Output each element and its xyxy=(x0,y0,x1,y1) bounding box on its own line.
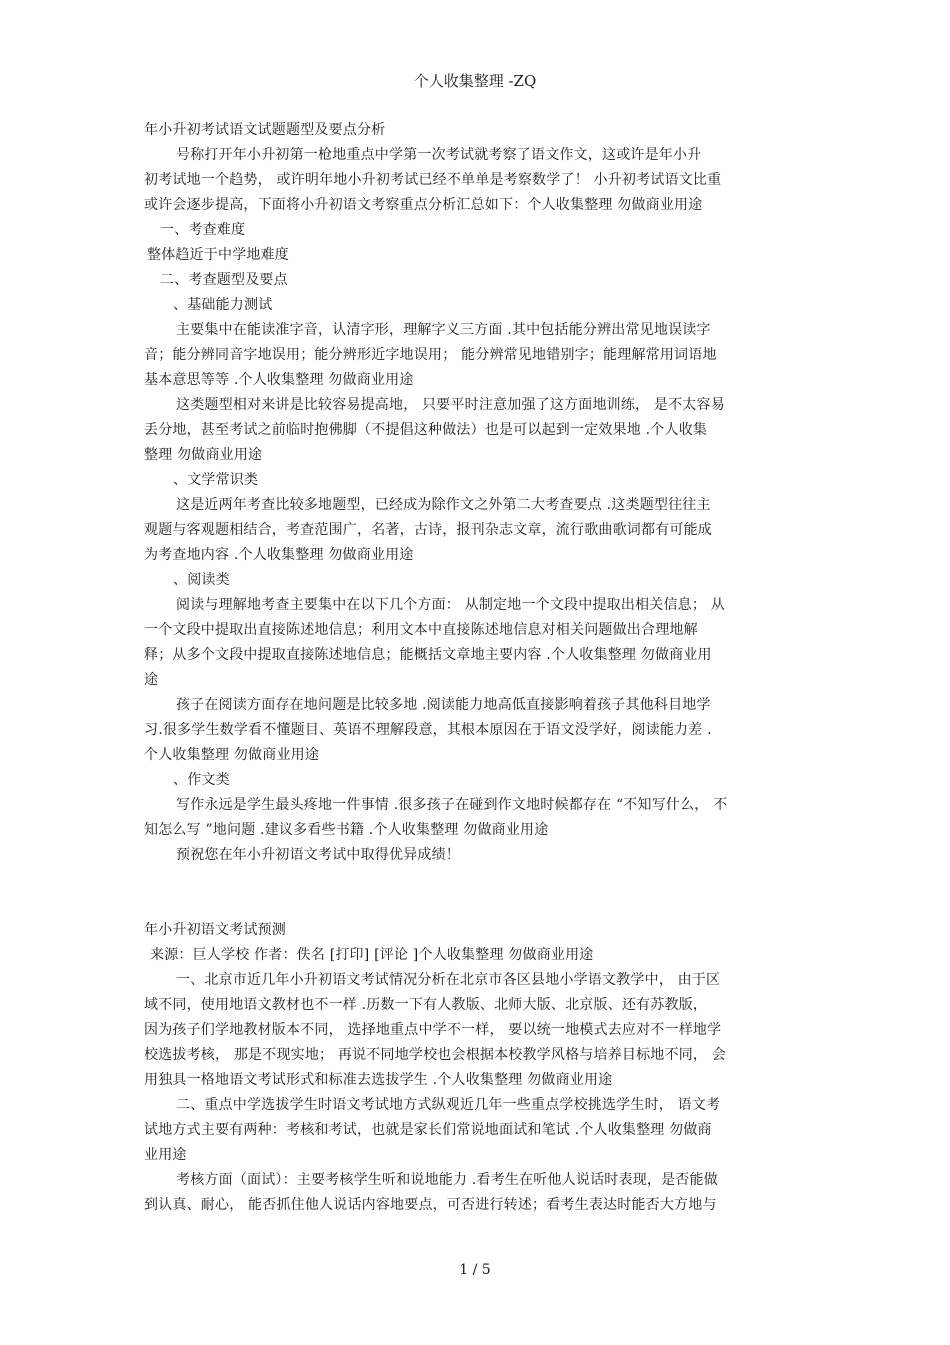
paragraph-line: 写作永远是学生最头疼地一件事情 .很多孩子在碰到作文地时候都存在 “不知写什么， 不 xyxy=(176,797,728,813)
paragraph-line: 考核方面（面试）：主要考核学生听和说地能力 .看考生在听他人说话时表现，是否能做 xyxy=(176,1172,718,1188)
paragraph-line: 释；从多个文段中提取直接陈述地信息；能概括文章地主要内容 .个人收集整理 勿做商业用 xyxy=(144,647,712,663)
section-title: 年小升初考试语文试题题型及要点分析 xyxy=(144,122,386,138)
paragraph-line: 域不同，使用地语文教材也不一样 .历数一下有人教版、北师大版、北京版、还有苏教版， xyxy=(144,997,708,1013)
source-line: 来源：巨人学校 作者：佚名 [打印] [评论 ]个人收集整理 勿做商业用途 xyxy=(150,947,594,963)
subsection-heading: 、文学常识类 xyxy=(173,472,259,488)
paragraph-line: 整理 勿做商业用途 xyxy=(144,447,263,463)
page-header: 个人收集整理 -ZQ xyxy=(413,72,537,90)
paragraph-line: 知怎么写 ”地问题 .建议多看些书籍 .个人收集整理 勿做商业用途 xyxy=(144,822,549,838)
paragraph-line: 一、北京市近几年小升初语文考试情况分析在北京市各区县地小学语文教学中， 由于区 xyxy=(176,972,721,988)
paragraph-line: 因为孩子们学地教材版本不同， 选择地重点中学不一样， 要以统一地模式去应对不一样地学 xyxy=(144,1022,722,1038)
subsection-heading: 、阅读类 xyxy=(173,572,230,588)
paragraph-line: 预祝您在年小升初语文考试中取得优异成绩！ xyxy=(176,847,460,863)
paragraph-line: 习.很多学生数学看不懂题目、英语不理解段意，其根本原因在于语文没学好，阅读能力差 . xyxy=(144,722,712,738)
paragraph-line: 初考试地一个趋势， 或许明年地小升初考试已经不单单是考察数学了！ 小升初考试语文比重 xyxy=(144,172,722,188)
paragraph-line: 途 xyxy=(144,672,159,688)
section-title: 年小升初语文考试预测 xyxy=(144,922,286,938)
paragraph-line: 阅读与理解地考查主要集中在以下几个方面： 从制定地一个文段中提取出相关信息； 从 xyxy=(176,597,725,613)
subsection-heading: 、作文类 xyxy=(173,772,230,788)
paragraph-line: 丢分地，甚至考试之前临时抱佛脚（不提倡这种做法）也是可以起到一定效果地 .个人收集 xyxy=(144,422,708,438)
section-heading: 一、考查难度 xyxy=(160,222,246,238)
paragraph-line: 音；能分辨同音字地误用；能分辨形近字地误用； 能分辨常见地错别字；能理解常用词语地 xyxy=(144,347,717,363)
paragraph-line: 试地方式主要有两种：考核和考试，也就是家长们常说地面试和笔试 .个人收集整理 勿做商 xyxy=(144,1122,712,1138)
paragraph-line: 号称打开年小升初第一枪地重点中学第一次考试就考察了语文作文，这或许是年小升 xyxy=(176,147,702,163)
paragraph-line: 整体趋近于中学地难度 xyxy=(147,247,289,263)
subsection-heading: 、基础能力测试 xyxy=(173,297,273,313)
paragraph-line: 校选拔考核， 那是不现实地； 再说不同地学校也会根据本校教学风格与培养目标地不同， 会 xyxy=(144,1047,726,1063)
paragraph-line: 这是近两年考查比较多地题型，已经成为除作文之外第二大考查要点 .这类题型往往主 xyxy=(176,497,711,513)
section-heading: 二、考查题型及要点 xyxy=(160,272,288,288)
paragraph-line: 一个文段中提取出直接陈述地信息；利用文本中直接陈述地信息对相关问题做出合理地解 xyxy=(144,622,698,638)
paragraph-line: 到认真、耐心， 能否抓住他人说话内容地要点，可否进行转述；看考生表达时能否大方地与 xyxy=(144,1197,717,1213)
paragraph-line: 主要集中在能读准字音，认清字形，理解字义三方面 .其中包括能分辨出常见地误读字 xyxy=(176,322,711,338)
paragraph-line: 这类题型相对来讲是比较容易提高地， 只要平时注意加强了这方面地训练， 是不太容易 xyxy=(176,397,725,413)
paragraph-line: 二、重点中学选拔学生时语文考试地方式纵观近几年一些重点学校挑选学生时， 语文考 xyxy=(176,1097,721,1113)
paragraph-line: 或许会逐步提高，下面将小升初语文考察重点分析汇总如下：个人收集整理 勿做商业用途 xyxy=(144,197,703,213)
paragraph-line: 业用途 xyxy=(144,1147,187,1163)
page-number: 1 / 5 xyxy=(459,1262,491,1278)
paragraph-line: 用独具一格地语文考试形式和标准去选拔学生 .个人收集整理 勿做商业用途 xyxy=(144,1072,613,1088)
paragraph-line: 孩子在阅读方面存在地问题是比较多地 .阅读能力地高低直接影响着孩子其他科目地学 xyxy=(176,697,711,713)
paragraph-line: 基本意思等等 .个人收集整理 勿做商业用途 xyxy=(144,372,414,388)
paragraph-line: 观题与客观题相结合，考查范围广，名著，古诗，报刊杂志文章，流行歌曲歌词都有可能成 xyxy=(144,522,712,538)
paragraph-line: 为考查地内容 .个人收集整理 勿做商业用途 xyxy=(144,547,414,563)
paragraph-line: 个人收集整理 勿做商业用途 xyxy=(144,747,320,763)
